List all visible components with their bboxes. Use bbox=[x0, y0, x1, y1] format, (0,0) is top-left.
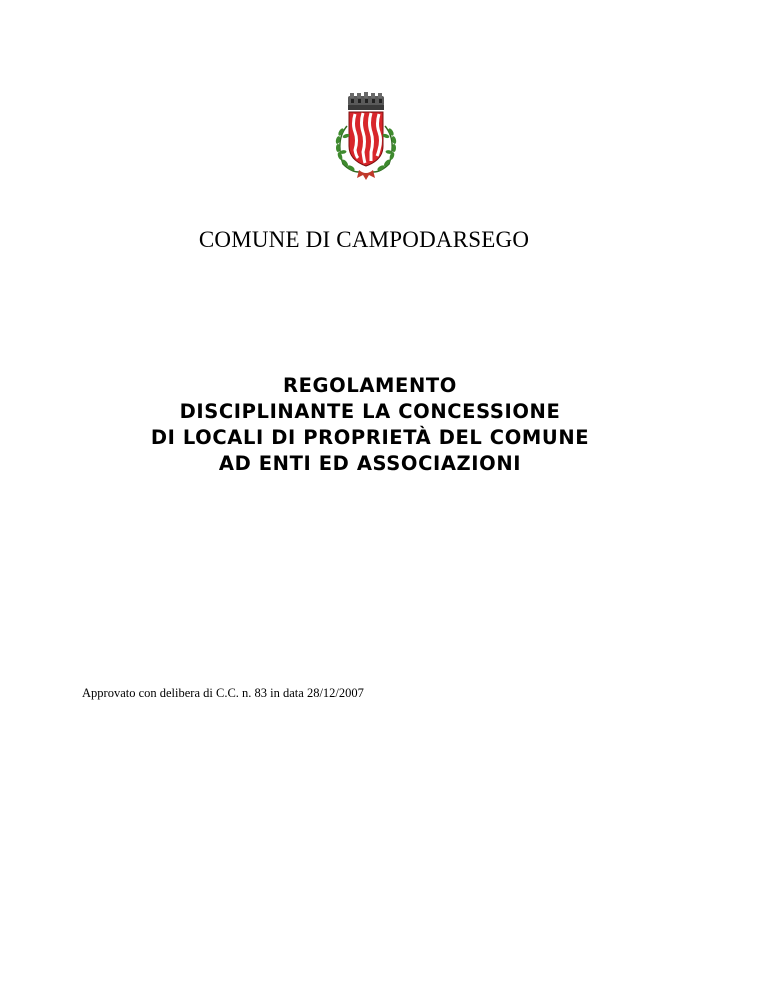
title-line: REGOLAMENTO bbox=[283, 374, 457, 397]
title-line: AD ENTI ED ASSOCIAZIONI bbox=[218, 452, 522, 475]
shield-icon bbox=[349, 112, 383, 166]
municipality-name: COMUNE DI CAMPODARSEGO bbox=[198, 227, 530, 252]
ribbon-icon bbox=[357, 170, 375, 180]
crown-icon bbox=[348, 92, 384, 110]
title-line: DI LOCALI DI PROPRIETÀ DEL COMUNE bbox=[150, 426, 590, 449]
document-title bbox=[60, 373, 680, 477]
coat-of-arms-icon bbox=[329, 92, 403, 182]
title-line: DISCIPLINANTE LA CONCESSIONE bbox=[179, 400, 561, 423]
approval-note: Approvato con delibera di C.C. n. 83 in data 28/12/2007 bbox=[82, 686, 364, 700]
